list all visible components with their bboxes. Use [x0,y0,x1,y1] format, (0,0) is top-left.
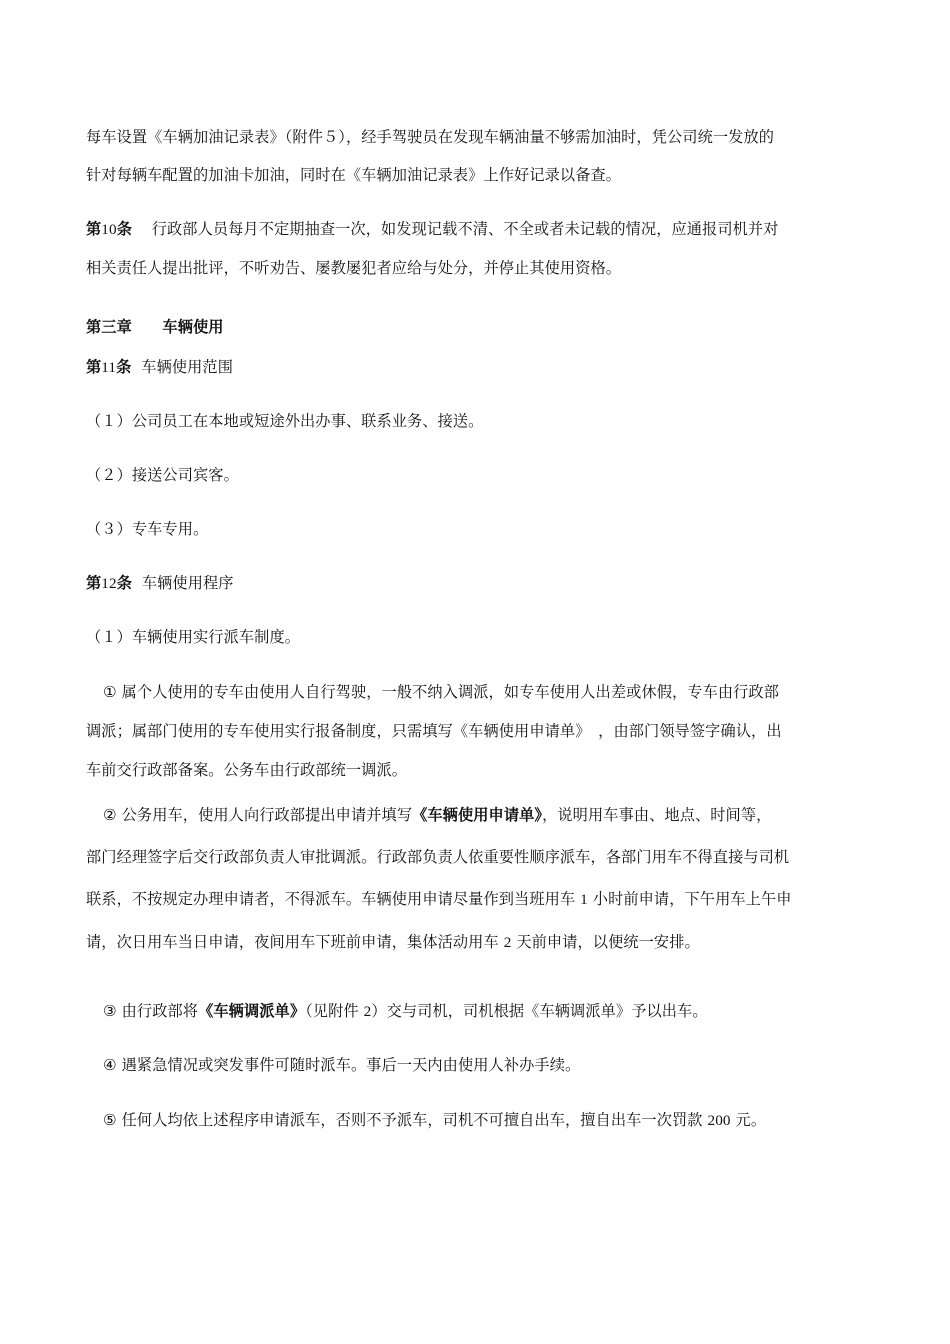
clause-1-line3: 车前交行政部备案。公务车由行政部统一调派。 [86,761,408,779]
clause-3-text-b: （见附件 [305,1002,359,1020]
article-12-label-a: 第 [86,574,102,592]
article-12-number: 12 [101,575,117,592]
clause-5-text-a: ⑤ 任何人均依上述程序申请派车，否则不予派车，司机不可擅自出车，擅自出车一次罚款 [103,1111,703,1129]
article-11-number: 11 [101,359,117,376]
clause-2-line3-b: 小时前申请，下午用车上午申 [592,890,792,908]
clause-3-text-c: ）交与司机，司机根据《车辆调派单》予以出车。 [371,1002,708,1020]
clause-3-text-a: ③ 由行政部将 [103,1002,199,1020]
article-12-heading [86,573,234,594]
article-10-line1 [86,219,779,240]
clause-4: ④ 遇紧急情况或突发事件可随时派车。事后一天内由使用人补办手续。 [103,1056,581,1074]
article-10-label-b: 条 [116,220,132,238]
article-10-line2: 相关责任人提出批评，不听劝告、屡教屡犯者应给与处分，并停止其使用资格。 [86,259,622,277]
article-11-heading [86,357,233,378]
clause-2-line1 [103,805,771,825]
article-11-item-2: （２）接送公司宾客。 [86,466,239,484]
clause-2-text-a: ② 公务用车，使用人向行政部提出申请并填写 [103,806,413,824]
article-11-item-1: （１）公司员工在本地或短途外出办事、联系业务、接送。 [86,412,484,430]
clause-2-hours: 1 [580,891,588,908]
clause-1-line2: 调派；属部门使用的专车使用实行报备制度，只需填写《车辆使用申请单》 ，由部门领导签字确认，出 [86,722,782,740]
article-12-item-1: （１）车辆使用实行派车制度。 [86,628,301,646]
clause-2-form-name: 《车辆使用申请单》 [412,806,543,824]
article-10-label-a: 第 [86,220,102,238]
article-11-title: 车辆使用范围 [141,358,234,376]
clause-3 [103,1001,708,1022]
article-11-label-b: 条 [116,358,132,376]
article-11-item-3: （３）专车专用。 [86,520,209,538]
chapter-3-heading: 第三章 车辆使用 [86,318,224,336]
clause-1-line1: ① 属个人使用的专车由使用人自行驾驶，一般不纳入调派，如专车使用人出差或休假，专车由行政部 [103,683,780,701]
clause-2-line4-b: 天前申请，以便统一安排。 [516,933,700,951]
clause-2-line4-a: 请，次日用车当日申请，夜间用车下班前申请，集体活动用车 [86,933,499,951]
clause-3-annex-number: 2 [363,1003,372,1020]
paragraph-fuel-line1: 每车设置《车辆加油记录表》（附件５），经手驾驶员在发现车辆油量不够需加油时，凭公司统一发放的 [86,128,775,146]
article-12-label-b: 条 [116,574,132,592]
clause-2-text-b: ，说明用车事由、地点、时间等， [542,806,772,824]
paragraph-fuel-line2: 针对每辆车配置的加油卡加油，同时在《车辆加油记录表》上作好记录以备查。 [86,166,622,184]
clause-5 [103,1110,766,1131]
article-11-label-a: 第 [86,358,102,376]
clause-2-line4 [86,932,700,953]
clause-2-line3 [86,889,792,910]
article-12-title: 车辆使用程序 [141,574,234,592]
article-10-number: 10 [101,221,117,238]
clause-5-text-b: 元。 [735,1111,767,1129]
clause-2-days: 2 [503,934,512,951]
clause-3-form-name: 《车辆调派单》 [198,1002,306,1020]
clause-2-line3-a: 联系，不按规定办理申请者，不得派车。车辆使用申请尽量作到当班用车 [86,890,576,908]
clause-2-line2: 部门经理签字后交行政部负责人审批调派。行政部负责人依重要性顺序派车，各部门用车不得直接与司机 [86,848,790,866]
article-10-text: 行政部人员每月不定期抽查一次，如发现记载不清、不全或者未记载的情况，应通报司机并对 [151,220,779,238]
clause-5-fine-amount: 200 [707,1112,731,1129]
